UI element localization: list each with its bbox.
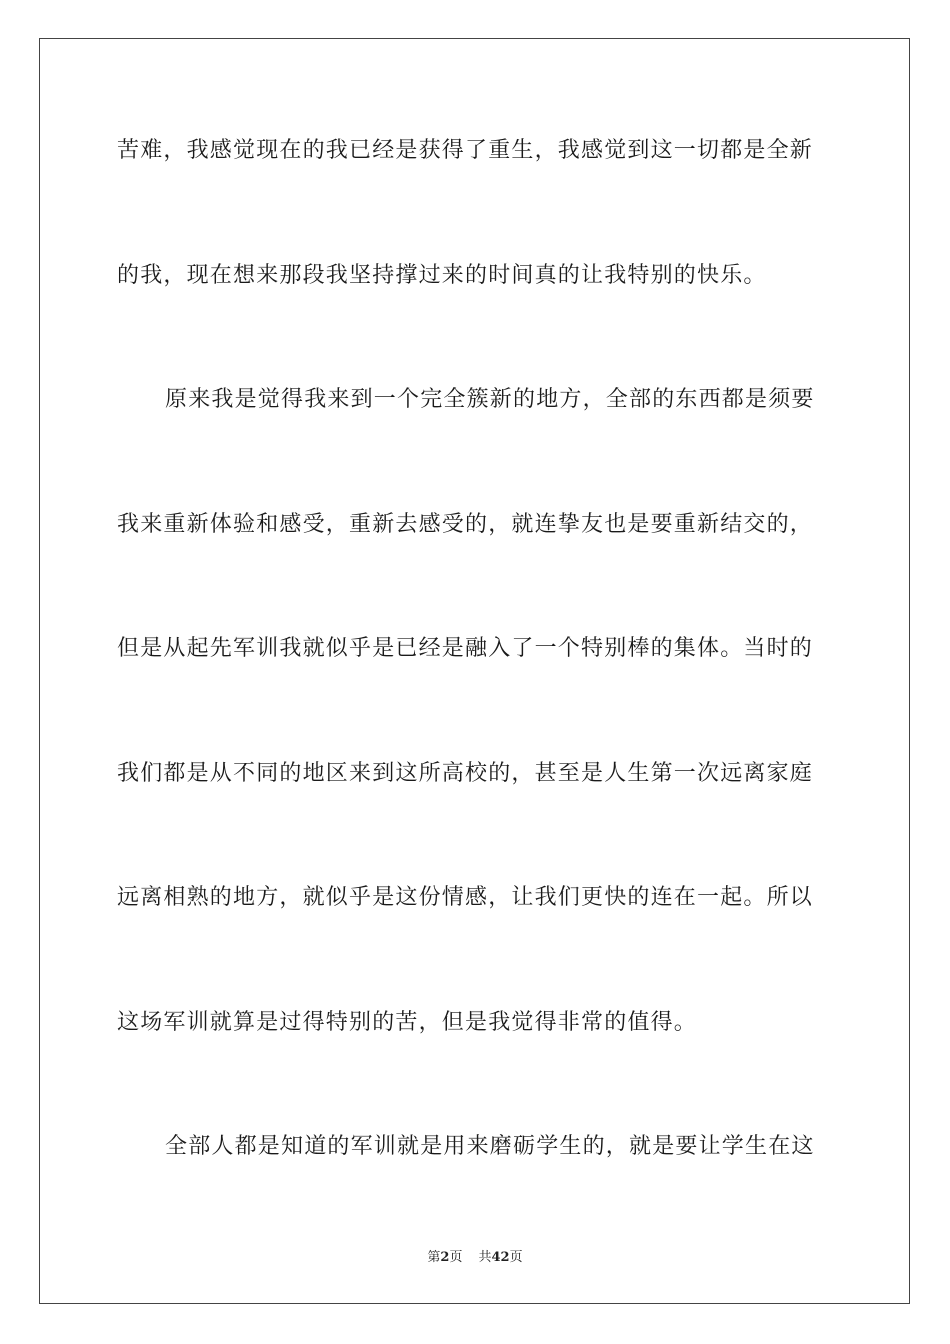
page-border (39, 38, 910, 1304)
text-line-2: 的我，现在想来那段我坚持撑过来的时间真的让我特别的快乐。 (117, 263, 767, 288)
page-suffix: 页 (449, 1250, 463, 1265)
text-line-7: 远离相熟的地方，就似乎是这份情感，让我们更快的连在一起。所以 (117, 885, 814, 910)
text-line-3: 原来我是觉得我来到一个完全簇新的地方，全部的东西都是须要 (165, 387, 815, 412)
text-line-6: 我们都是从不同的地区来到这所高校的，甚至是人生第一次远离家庭 (117, 761, 814, 786)
text-line-9: 全部人都是知道的军训就是用来磨砺学生的，就是要让学生在这 (165, 1134, 815, 1159)
text-line-4: 我来重新体验和感受，重新去感受的，就连挚友也是要重新结交的， (117, 512, 814, 537)
page-number: 2 (440, 1250, 450, 1265)
total-prefix: 共 (478, 1250, 492, 1265)
total-suffix: 页 (509, 1250, 523, 1265)
text-line-1: 苦难，我感觉现在的我已经是获得了重生，我感觉到这一切都是全新 (117, 138, 814, 163)
page-prefix: 第 (427, 1250, 441, 1265)
total-pages: 42 (491, 1250, 510, 1265)
page-footer (0, 1246, 950, 1265)
text-line-8: 这场军训就算是过得特别的苦，但是我觉得非常的值得。 (117, 1010, 698, 1035)
text-line-5: 但是从起先军训我就似乎是已经是融入了一个特别棒的集体。当时的 (117, 636, 814, 661)
